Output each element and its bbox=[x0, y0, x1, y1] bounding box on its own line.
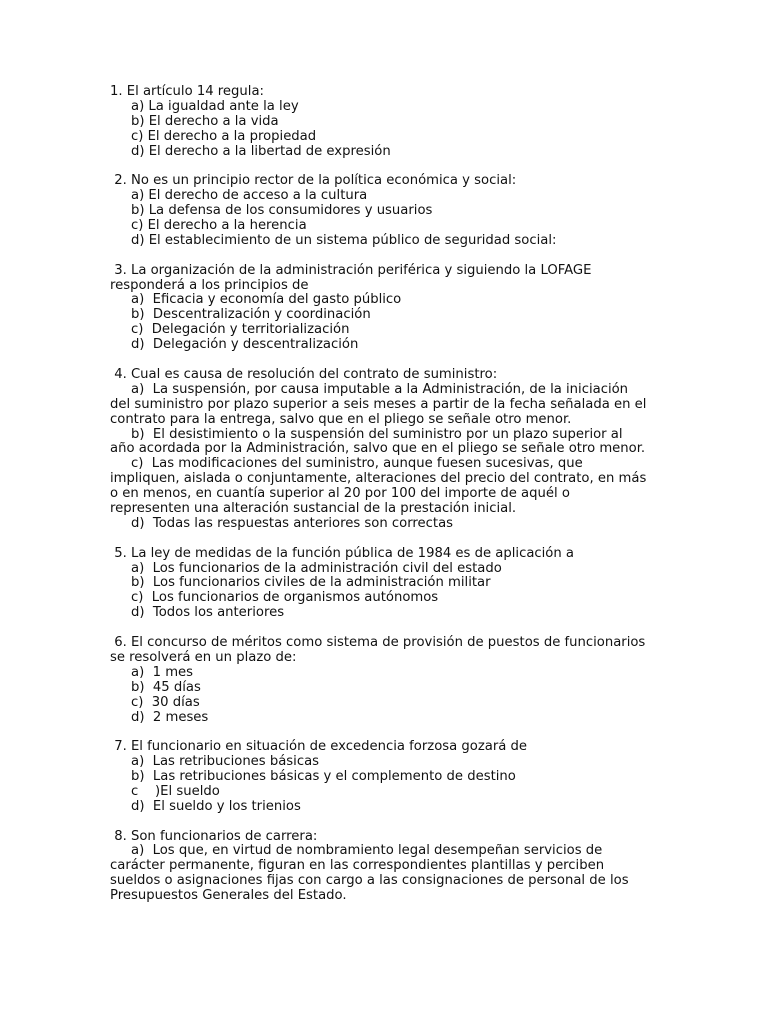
answer-option-a: a) La igualdad ante la ley bbox=[131, 98, 299, 114]
answer-option-a: a) Los funcionarios de la administración civil del estado bbox=[131, 560, 502, 576]
exam-page bbox=[110, 85, 650, 904]
answer-option-c: c) Los funcionarios de organismos autónomos bbox=[131, 590, 439, 606]
question-stem: 7. El funcionario en situación de excedencia forzosa gozará de bbox=[110, 739, 528, 755]
question-3 bbox=[110, 264, 650, 353]
question-5 bbox=[110, 547, 650, 622]
question-2 bbox=[110, 174, 650, 249]
question-stem: 8. Son funcionarios de carrera: bbox=[110, 828, 318, 844]
answer-option-d: d) Todos los anteriores bbox=[131, 605, 285, 621]
answer-option-b: b) 45 días bbox=[131, 679, 201, 695]
answer-option-b: b) La defensa de los consumidores y usuarios bbox=[131, 203, 433, 219]
answer-option-c: c) El derecho a la propiedad bbox=[131, 128, 317, 144]
answer-option-a: a) La suspensión, por causa imputable a la Administración, de la iniciación del suministro por plazo superior a seis meses a partir de la fecha señalada en el contrato para la entrega, salvo que en el pliego se señale otro menor. bbox=[110, 381, 651, 427]
answer-option-a: a) Los que, en virtud de nombramiento legal desempeñan servicios de carácter permanente, figuran en las correspondientes plantillas y perciben sueldos o asignaciones fijas con cargo a las consignaciones de personal de los Presupuestos Generales del Estado. bbox=[110, 843, 633, 904]
answer-option-d: d) El establecimiento de un sistema público de seguridad social: bbox=[131, 232, 557, 248]
answer-option-a: a) Las retribuciones básicas bbox=[131, 754, 320, 770]
answer-option-d: d) El derecho a la libertad de expresión bbox=[131, 143, 391, 159]
answer-option-a: a) Eficacia y economía del gasto público bbox=[131, 292, 402, 308]
question-stem: 4. Cual es causa de resolución del contrato de suministro: bbox=[110, 366, 498, 382]
answer-option-c: c) El derecho a la herencia bbox=[131, 218, 307, 234]
question-7 bbox=[110, 740, 650, 815]
answer-option-d: d) El sueldo y los trienios bbox=[131, 798, 301, 814]
question-stem: 2. No es un principio rector de la política económica y social: bbox=[110, 173, 517, 189]
question-6 bbox=[110, 636, 650, 725]
answer-option-d: d) Todas las respuestas anteriores son correctas bbox=[131, 515, 454, 531]
question-stem: 6. El concurso de méritos como sistema de provisión de puestos de funcionarios se resolverá en un plazo de: bbox=[110, 634, 650, 665]
answer-option-b: b) Descentralización y coordinación bbox=[131, 307, 371, 323]
question-stem: 3. La organización de la administración periférica y siguiendo la LOFAGE responderá a los principios de bbox=[110, 262, 596, 293]
answer-option-c: c) Delegación y territorialización bbox=[131, 322, 350, 338]
question-stem: 5. La ley de medidas de la función pública de 1984 es de aplicación a bbox=[110, 545, 575, 561]
question-4 bbox=[110, 368, 650, 532]
question-8 bbox=[110, 830, 650, 905]
answer-option-a: a) 1 mes bbox=[131, 664, 194, 680]
answer-option-c: c )El sueldo bbox=[131, 783, 220, 799]
answer-option-d: d) 2 meses bbox=[131, 709, 209, 725]
question-1 bbox=[110, 85, 650, 160]
question-stem: 1. El artículo 14 regula: bbox=[110, 84, 264, 99]
answer-option-c: c) 30 días bbox=[131, 694, 200, 710]
answer-option-b: b) El desistimiento o la suspensión del suministro por un plazo superior al año acordada por la Administración, salvo que en el pliego se señale otro menor. bbox=[110, 426, 646, 457]
answer-option-b: b) El derecho a la vida bbox=[131, 113, 279, 129]
answer-option-b: b) Los funcionarios civiles de la administración militar bbox=[131, 575, 491, 591]
answer-option-a: a) El derecho de acceso a la cultura bbox=[131, 188, 368, 204]
answer-option-b: b) Las retribuciones básicas y el complemento de destino bbox=[131, 769, 516, 785]
answer-option-d: d) Delegación y descentralización bbox=[131, 337, 359, 353]
answer-option-c: c) Las modificaciones del suministro, aunque fuesen sucesivas, que impliquen, aislada o conjuntamente, alteraciones del precio del contrato, en más o en menos, en cuantía superior al 20 por 100 del importe de aquél o representen una alteración sustancial de la prestación inicial. bbox=[110, 456, 651, 517]
